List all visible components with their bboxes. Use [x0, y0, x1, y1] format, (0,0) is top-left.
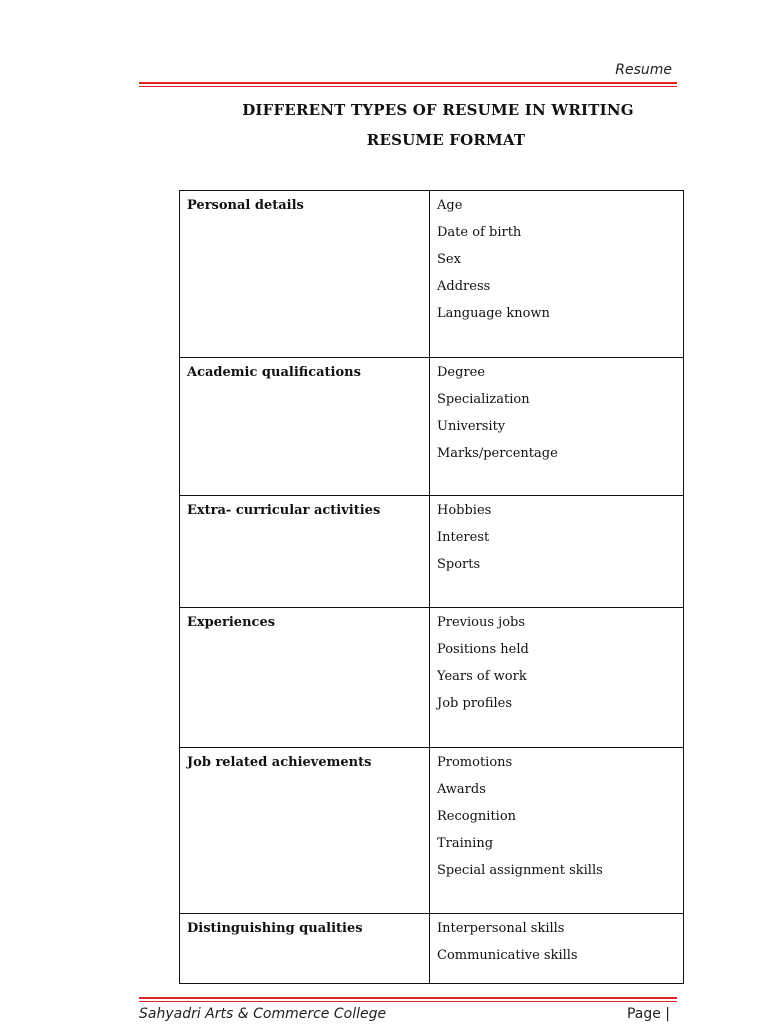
- table-row: [180, 608, 684, 748]
- header-rule: [139, 82, 677, 84]
- list-item: Address: [437, 279, 491, 294]
- category-label: Distinguishing qualities: [187, 921, 363, 936]
- footer-page-label: Page |: [626, 1006, 670, 1022]
- list-item: Promotions: [437, 755, 513, 770]
- list-item: Age: [437, 198, 463, 213]
- list-item: Sports: [437, 557, 481, 572]
- list-item: Job profiles: [437, 696, 513, 711]
- table-row: [180, 496, 684, 608]
- list-item: Communicative skills: [437, 948, 578, 963]
- category-cell: [180, 496, 430, 608]
- list-item: Marks/percentage: [437, 446, 558, 461]
- items-cell: [430, 914, 684, 984]
- category-cell: [180, 914, 430, 984]
- list-item: Positions held: [437, 642, 529, 657]
- document-subtitle: RESUME FORMAT: [366, 131, 526, 149]
- table-row: [180, 748, 684, 914]
- list-item: Interpersonal skills: [437, 921, 565, 936]
- list-item: Date of birth: [437, 225, 522, 240]
- list-item: University: [437, 419, 506, 434]
- table-row: [180, 914, 684, 984]
- table-row: [180, 191, 684, 358]
- list-item: Special assignment skills: [437, 863, 603, 878]
- header-label: Resume: [615, 62, 672, 78]
- list-item: Years of work: [437, 669, 527, 684]
- category-label: Job related achievements: [187, 755, 372, 770]
- list-item: Language known: [437, 306, 550, 321]
- list-item: Previous jobs: [437, 615, 526, 630]
- list-item: Interest: [437, 530, 490, 545]
- category-cell: [180, 358, 430, 496]
- category-label: Experiences: [187, 615, 276, 630]
- category-cell: [180, 748, 430, 914]
- footer-rule: [139, 997, 677, 999]
- items-cell: [430, 358, 684, 496]
- footer-rule-thin: [139, 1001, 677, 1002]
- list-item: Degree: [437, 365, 486, 380]
- items-cell: [430, 608, 684, 748]
- items-cell: [430, 191, 684, 358]
- list-item: Hobbies: [437, 503, 492, 518]
- items-cell: [430, 748, 684, 914]
- category-label: Personal details: [187, 198, 304, 213]
- items-cell: [430, 496, 684, 608]
- table-row: [180, 358, 684, 496]
- header-rule-thin: [139, 86, 677, 87]
- category-cell: [180, 191, 430, 358]
- resume-format-table: [179, 190, 684, 984]
- document-title: DIFFERENT TYPES OF RESUME IN WRITING: [242, 101, 634, 119]
- category-label: Extra- curricular activities: [187, 503, 381, 518]
- list-item: Specialization: [437, 392, 530, 407]
- category-label: Academic qualifications: [187, 365, 361, 380]
- category-cell: [180, 608, 430, 748]
- list-item: Sex: [437, 252, 461, 267]
- list-item: Recognition: [437, 809, 517, 824]
- list-item: Awards: [437, 782, 486, 797]
- list-item: Training: [437, 836, 494, 851]
- footer-college: Sahyadri Arts & Commerce College: [139, 1006, 387, 1022]
